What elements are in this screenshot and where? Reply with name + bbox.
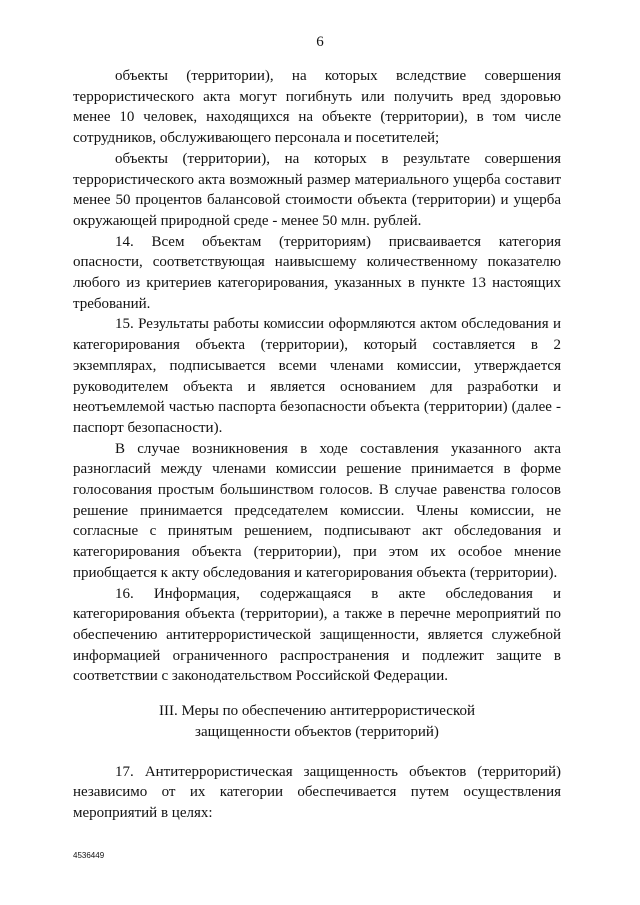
section-heading: [73, 701, 561, 742]
document-body: [73, 66, 561, 824]
document-code: 4536449: [73, 851, 105, 860]
section-heading-line-1: III. Меры по обеспечению антитеррористической: [158, 703, 476, 720]
paragraph-disagreements: В случае возникновения в ходе составления указанного акта разногласий между членами комиссии решение принимается в форме голосования простым большинством голосов. В случае равенства голосов решение принимается председателем комиссии. Члены комиссии, не согласные с принятым решением, подписывают акт обследования и категорирования объекта (территории), при этом их особое мнение приобщается к акту обследования и категорирования объекта (территории).: [73, 440, 561, 581]
paragraph-item-14: 14. Всем объектам (территориям) присваивается категория опасности, соответствующая наивысшему количественному показателю любого из критериев категорирования, указанных в пункте 13 настоящих требований.: [73, 233, 561, 312]
page-number: 6: [316, 34, 324, 50]
paragraph-deaths-criterion: объекты (территории), на которых вследствие совершения террористического акта могут погибнуть или получить вред здоровью менее 10 человек, находящихся на объекте (территории), в том числе сотрудников, обслуживающего персонала и посетителей;: [73, 68, 561, 147]
paragraph-item-17: 17. Антитеррористическая защищенность объектов (территорий) независимо от их категории обеспечивается путем осуществления мероприятий в целях:: [73, 763, 561, 821]
paragraph-damage-criterion: объекты (территории), на которых в результате совершения террористического акта возможный размер материального ущерба составит менее 50 процентов балансовой стоимости объекта (территории) и ущерба окружающей природной среде - менее 50 млн. рублей.: [73, 150, 561, 229]
paragraph-item-16: 16. Информация, содержащаяся в акте обследования и категорирования объекта (территории), а также в перечне мероприятий по обеспечению антитеррористической защищенности, является служебной информацией ограниченного распространения и подлежит защите в соответствии с законодательством Российской Федерации.: [73, 585, 561, 685]
section-heading-line-2: защищенности объектов (территорий): [195, 723, 439, 740]
paragraph-item-15: 15. Результаты работы комиссии оформляются актом обследования и категорирования объекта (территории), который составляется в 2 экземплярах, подписывается всеми членами комиссии, утверждается руководителем объекта и является основанием для разработки и неотъемлемой частью паспорта безопасности объекта (территории) (далее - паспорт безопасности).: [73, 316, 561, 436]
